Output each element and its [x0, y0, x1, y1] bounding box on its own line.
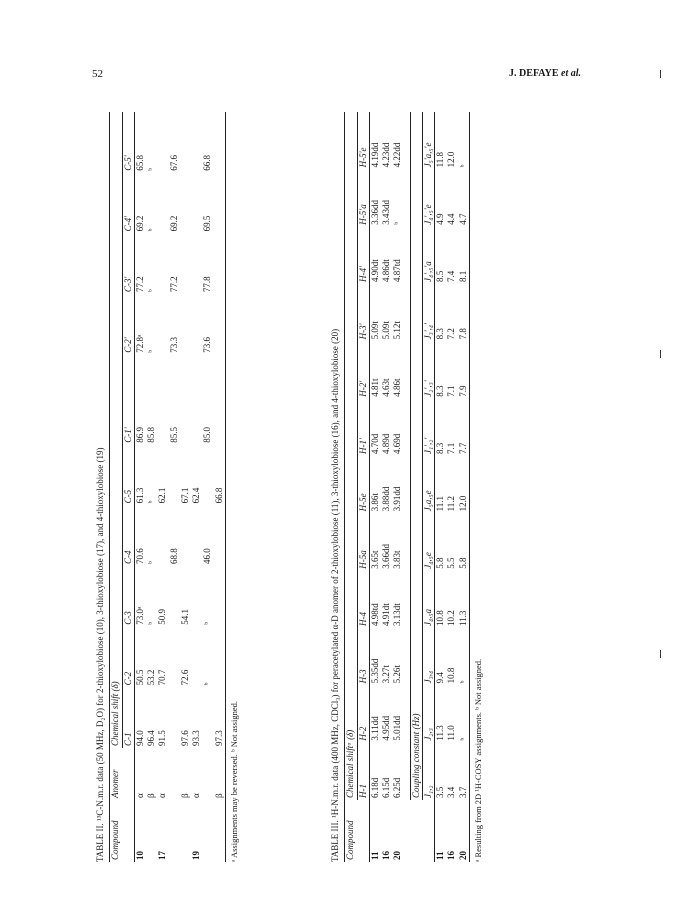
table-cell: [169, 566, 180, 627]
table-3-shift-column-header: H-2: [357, 726, 368, 741]
table-row: [191, 112, 202, 862]
table-cell: 4.4: [446, 213, 457, 225]
compound-label: [180, 800, 191, 862]
table-3-shift-column-header: H-1': [357, 438, 368, 455]
table-cell: ᵇ: [146, 349, 156, 353]
table-cell: 3.11dd: [369, 716, 380, 741]
table-cell: 8.3: [435, 385, 445, 397]
table-cell: 10.8: [435, 610, 445, 627]
table-3-shift-group-header: Chemical shiftᵃ (δ): [345, 112, 357, 800]
table-3-coupling-column-header: J₅'a,₅'e: [422, 142, 433, 168]
anomer-label: [202, 748, 213, 800]
table-cell: ᵇ: [457, 164, 468, 168]
table-cell: [180, 233, 191, 294]
page-number: 52: [92, 68, 103, 80]
compound-label: 17: [157, 851, 168, 860]
table-cell: 6.18d: [369, 777, 380, 798]
table-cell: 5.09t: [369, 321, 380, 340]
table-3-shift-body: [369, 112, 403, 862]
table-cell: 66.8: [202, 155, 213, 171]
table-row: [446, 112, 457, 862]
table-cell: 11.3: [435, 725, 445, 741]
table-cell: 4.70d: [369, 433, 380, 455]
table-cell: 66.8: [213, 487, 224, 504]
anomer-label: β: [179, 793, 190, 798]
table-cell: [169, 687, 180, 748]
table-cell: ᵇ: [146, 289, 156, 293]
table-3-coupling-column-header: J₄,₅e: [422, 552, 433, 569]
table-cell: 7.8: [457, 328, 468, 340]
edge-mark: [660, 70, 661, 78]
table-cell: 91.5: [157, 730, 168, 746]
table-2-column-header: C-5: [122, 489, 133, 504]
table-cell: [214, 294, 226, 355]
table-cell: [214, 627, 226, 688]
table-3-shift-column-header: H-1: [357, 784, 368, 798]
table-2-column-header: C-4: [122, 550, 133, 565]
anomer-label: [169, 748, 180, 800]
table-cell: [202, 445, 213, 506]
table-cell: [180, 112, 191, 173]
table-2: [95, 112, 239, 862]
table-3-shift-column-header: H-3: [357, 669, 368, 684]
table-cell: 69.5: [202, 215, 213, 232]
table-cell: 85.0: [202, 426, 213, 443]
table-cell: 11.2: [446, 495, 457, 512]
table-cell: 6.15d: [381, 777, 391, 798]
table-cell: 68.8: [168, 548, 179, 565]
table-cell: [169, 627, 180, 688]
table-cell: [180, 294, 191, 355]
table-cell: 4.69d: [392, 433, 403, 455]
table-cell: 3.43dd: [381, 199, 391, 225]
table-cell: 8.3: [435, 442, 445, 455]
table-cell: 62.1: [157, 487, 168, 504]
table-3-shift-column-header: H-5'a: [357, 204, 368, 225]
table-cell: 69.2: [168, 215, 179, 232]
table-cell: 4.89d: [381, 433, 391, 455]
table-cell: [191, 355, 202, 445]
table-3-coupling-column-header: J₁,₂: [422, 785, 433, 798]
table-3-coupling-column-header: J₅a,₅e: [422, 490, 433, 512]
table-2-anomer-header: Anomer: [110, 769, 121, 798]
table-2-column-header: C-2': [122, 337, 133, 353]
table-3-coupling-column-header: J₄',₅'e: [422, 204, 433, 225]
table-cell: 73.6: [202, 336, 213, 353]
table-cell: 53.2: [146, 669, 156, 686]
table-cell: 4.86dt: [381, 259, 391, 283]
table-cell: ᵇ: [146, 228, 156, 232]
table-cell: 67.1: [179, 487, 190, 504]
table-cell: ᵇ: [146, 500, 156, 504]
table-cell: 4.95dd: [381, 715, 391, 741]
compound-label: 11: [369, 851, 380, 860]
table-cell: [191, 627, 202, 688]
table-cell: 8.5: [435, 270, 445, 283]
table-row: [146, 112, 157, 862]
table-cell: 85.8: [146, 426, 156, 443]
table-cell: 3.13dt: [392, 603, 403, 627]
table-cell: ᵇ: [202, 621, 213, 625]
table-2-footnote: ᵃ Assignments may be reversed. ᵇ Not assigned.: [228, 701, 239, 862]
table-cell: 7.7: [457, 442, 468, 455]
table-cell: ᵇ: [146, 561, 156, 565]
table-2-grid: [109, 112, 226, 862]
table-cell: [191, 505, 202, 566]
table-cell: 3.86t: [369, 493, 380, 512]
table-cell: 5.01dd: [392, 715, 403, 741]
table-cell: 7.9: [457, 385, 468, 397]
table-cell: 12.0: [457, 495, 468, 512]
table-cell: 4.23dd: [381, 142, 391, 168]
table-cell: 69.2: [134, 215, 145, 232]
edge-mark: [660, 350, 661, 358]
table-3-caption: TABLE III. ¹H-N.m.r. data (400 MHz, CDCl₃) for peracetylated α-D anomer of 2-thioxylobiose (11), 3-thioxylobiose (16), and 4-thioxylobiose (20): [330, 328, 340, 862]
compound-label: 20: [392, 851, 403, 860]
table-cell: 65.8: [134, 155, 145, 171]
table-cell: 77.2: [134, 276, 145, 293]
table-3-shift-column-header: H-4: [357, 612, 368, 627]
table-2-group-header: Chemical shift (δ): [110, 112, 122, 748]
table-cell: 50.5: [134, 669, 145, 686]
table-row: [392, 112, 403, 862]
table-cell: 54.1: [179, 608, 190, 625]
anomer-label: α: [134, 793, 145, 798]
table-3-coupling-column-header: J₃',₄': [422, 323, 433, 340]
table-cell: 4.9: [435, 213, 445, 225]
table-3: [330, 112, 483, 862]
compound-label: 19: [191, 851, 201, 860]
table-cell: [202, 687, 213, 748]
table-cell: 46.0: [202, 548, 213, 565]
table-cell: 5.35dd: [369, 658, 380, 684]
table-row: [214, 112, 226, 862]
table-cell: 11.8: [435, 151, 445, 168]
table-cell: 7.2: [446, 328, 457, 340]
table-cell: 62.4: [191, 487, 201, 504]
table-cell: 61.3: [134, 487, 145, 504]
table-cell: [157, 112, 168, 173]
table-cell: 3.7: [457, 786, 468, 798]
table-3-compound-header: Compound: [345, 820, 356, 860]
table-cell: [214, 355, 226, 445]
table-cell: 3.83t: [392, 550, 403, 569]
table-cell: [180, 173, 191, 234]
table-row: [369, 112, 381, 862]
table-row: [180, 112, 191, 862]
compound-label: [202, 800, 213, 862]
running-head-author: J. DEFAYE: [509, 68, 559, 79]
table-2-column-header: C-5': [122, 155, 133, 171]
table-cell: 70.7: [157, 669, 168, 686]
table-cell: 10.2: [446, 610, 457, 627]
table-row: [458, 112, 470, 862]
table-cell: ᵇ: [202, 682, 213, 686]
table-2-column-header: C-4': [122, 215, 133, 232]
table-cell: [191, 112, 202, 173]
compound-label: [214, 800, 226, 862]
table-cell: [157, 355, 168, 445]
table-2-column-header: C-3: [122, 611, 133, 625]
running-head: [509, 68, 581, 79]
table-cell: 97.6: [179, 730, 190, 746]
table-cell: [191, 173, 202, 234]
table-2-column-header: C-2: [122, 671, 133, 686]
table-3-coupling-column-headers: [422, 112, 434, 862]
table-cell: ᵇ: [146, 167, 156, 171]
table-cell: 8.1: [457, 270, 468, 283]
table-cell: 3.65t: [369, 550, 380, 569]
table-cell: 3.27t: [381, 665, 391, 684]
table-cell: 8.3: [435, 328, 445, 340]
table-2-column-header: C-1: [122, 732, 133, 746]
table-2-column-header: C-3': [122, 276, 133, 293]
table-cell: 93.3: [191, 730, 201, 746]
table-cell: 77.2: [168, 276, 179, 293]
table-cell: [180, 505, 191, 566]
table-3-coupling-column-header: J₂,₃: [422, 728, 433, 741]
table-cell: 7.1: [446, 385, 457, 397]
table-3-shift-column-header: H-4': [357, 266, 368, 283]
table-3-coupling-group-header: Coupling constant (Hz): [410, 112, 422, 800]
table-cell: 4.87td: [392, 259, 403, 283]
table-cell: 4.91dt: [381, 603, 391, 627]
table-row: [134, 112, 146, 862]
running-head-suffix: et al.: [561, 68, 581, 79]
compound-label: [169, 800, 180, 862]
table-cell: 3.36dd: [369, 199, 380, 225]
table-cell: 3.5: [435, 786, 445, 798]
table-cell: [214, 112, 226, 173]
table-cell: 94.0: [134, 730, 145, 746]
table-cell: 73.3: [168, 336, 179, 353]
table-cell: 96.4: [146, 730, 156, 746]
compound-label: 16: [446, 851, 457, 860]
table-cell: [191, 233, 202, 294]
table-row: [202, 112, 213, 862]
table-cell: 5.12t: [392, 321, 403, 340]
table-cell: 7.1: [446, 442, 457, 455]
compound-label: 11: [435, 851, 445, 860]
compound-label: [146, 800, 157, 862]
table-cell: 11.3: [457, 610, 468, 627]
table-cell: [157, 233, 168, 294]
table-3-shift-column-header: H-5e: [357, 493, 368, 512]
table-cell: 7.4: [446, 270, 457, 283]
table-cell: 5.09t: [381, 321, 391, 340]
table-row: [157, 112, 168, 862]
table-row: [435, 112, 447, 862]
table-3-shift-column-header: H-5'e: [357, 147, 368, 168]
table-cell: 50.9: [157, 608, 168, 625]
table-cell: ᵇ: [146, 621, 156, 625]
table-cell: 86.9: [134, 426, 145, 443]
table-cell: 5.26t: [392, 665, 403, 684]
compound-label: 16: [381, 851, 391, 860]
table-cell: [191, 294, 202, 355]
compound-label: 10: [134, 851, 145, 860]
table-cell: 10.8: [446, 667, 457, 684]
table-cell: [180, 355, 191, 445]
anomer-label: β: [213, 793, 224, 798]
table-row: [169, 112, 180, 862]
table-cell: 3.4: [446, 786, 457, 798]
table-cell: 11.1: [435, 495, 445, 512]
table-cell: ᵇ: [392, 221, 403, 225]
table-2-column-headers: [122, 112, 134, 862]
table-cell: 77.8: [202, 276, 213, 293]
table-cell: 85.5: [168, 426, 179, 443]
table-cell: 3.66dd: [381, 543, 391, 569]
table-cell: [214, 173, 226, 234]
table-cell: 3.88dd: [381, 486, 391, 512]
table-3-shift-column-header: H-5a: [357, 550, 368, 569]
table-cell: 67.6: [168, 155, 179, 171]
table-3-shift-column-header: H-2': [357, 380, 368, 397]
anomer-label: α: [191, 793, 201, 798]
table-cell: 73.0ᵃ: [134, 606, 145, 625]
table-cell: 4.7: [457, 213, 468, 225]
table-cell: 4.98td: [369, 603, 380, 627]
table-3-coupling-column-header: J₁',₂': [422, 437, 433, 455]
table-cell: 72.6: [179, 669, 190, 686]
table-cell: 5.8: [435, 557, 445, 569]
table-cell: [214, 233, 226, 294]
table-3-footnote: ᵃ Resulting from 2D ¹H-COSY assignments. ᵇ Not assigned.: [472, 658, 483, 862]
table-cell: 97.3: [213, 730, 224, 746]
table-3-shift-column-header: H-3': [357, 323, 368, 340]
table-cell: [214, 566, 226, 627]
table-cell: 4.81t: [369, 378, 380, 397]
anomer-label: β: [146, 793, 156, 798]
compound-label: 20: [457, 851, 468, 860]
table-cell: 4.63t: [381, 378, 391, 397]
table-cell: [157, 173, 168, 234]
table-cell: [169, 445, 180, 506]
edge-mark: [660, 650, 661, 658]
table-cell: 70.6: [134, 548, 145, 565]
table-cell: 6.25d: [392, 777, 403, 798]
table-cell: 12.0: [446, 151, 457, 168]
table-cell: 4.19dd: [369, 142, 380, 168]
table-3-coupling-body: [435, 112, 470, 862]
table-2-caption: TABLE II. ¹³C-N.m.r. data (50 MHz, D₂O) for 2-thioxylobiose (10), 3-thioxylobiose (17), and 4-thioxylobiose (19): [95, 447, 105, 862]
table-2-body: [134, 112, 225, 862]
table-3-coupling-column-header: J₂',₃': [422, 380, 433, 397]
table-cell: ᵇ: [457, 680, 468, 684]
table-3-shift-column-headers: [357, 112, 369, 862]
table-cell: 9.4: [435, 672, 445, 684]
table-3-grid: [344, 112, 470, 862]
table-cell: [157, 505, 168, 566]
table-row: [381, 112, 392, 862]
table-cell: [191, 566, 202, 627]
table-cell: 11.0: [446, 725, 457, 741]
table-cell: 5.8: [457, 557, 468, 569]
table-cell: [157, 294, 168, 355]
table-3-coupling-column-header: J₄',₅'a: [422, 261, 433, 283]
table-cell: 4.22dd: [392, 142, 403, 168]
table-cell: 5.5: [446, 557, 457, 569]
table-3-coupling-column-header: J₄,₅a: [422, 609, 433, 627]
table-cell: ᵇ: [457, 737, 468, 741]
table-cell: 72.8ᵃ: [134, 334, 145, 353]
table-cell: 4.90dt: [369, 259, 380, 283]
table-cell: [214, 505, 226, 566]
table-2-column-header: C-1': [122, 427, 133, 443]
table-3-coupling-column-header: J₃,₄: [422, 670, 433, 684]
table-cell: 3.91dd: [392, 486, 403, 512]
table-2-compound-header: Compound: [110, 820, 121, 860]
table-cell: 4.86t: [392, 378, 403, 397]
anomer-label: α: [157, 793, 168, 798]
